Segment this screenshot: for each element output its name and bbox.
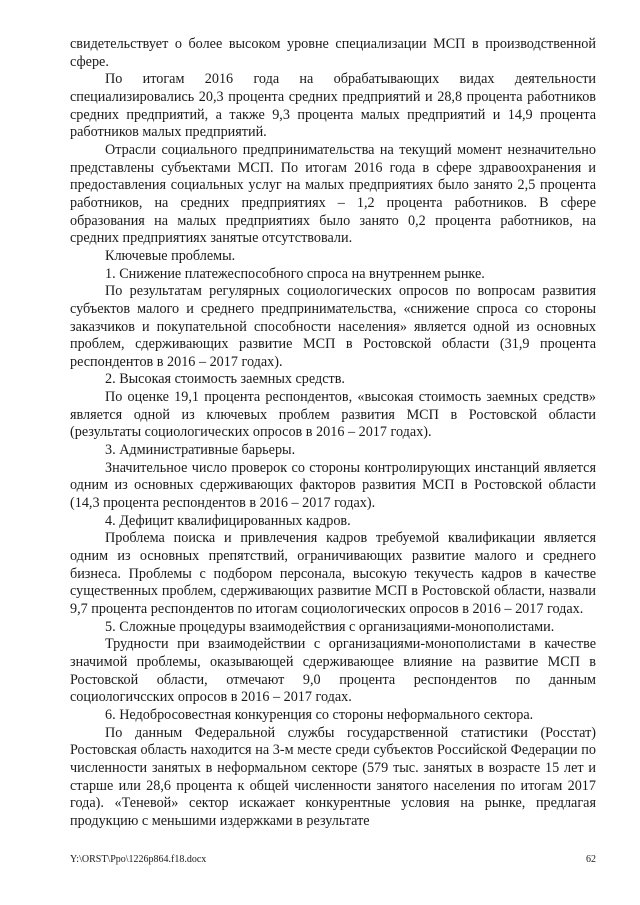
paragraph-social-entrepreneurship: Отрасли социального предпринимательства на текущий момент незначительно представлены субъектами МСП. По итогам 2016 года в сфере здравоохранения и предоставления социальных услуг на малых предприятиях было занято 2,5 процента работников, на средних предприятиях – 1,2 процента работников. В сфере образования на малых предприятиях было занято 0,2 процента работников, на средних предприятиях занятые отсутствовали.	[70, 141, 596, 247]
problem-text-2: По оценке 19,1 процента респондентов, «высокая стоимость заемных средств» является одной из ключевых проблем развития МСП в Ростовской области (результаты социологических опросов в 2016 – 2017 годах).	[70, 389, 596, 441]
problem-text-5: Трудности при взаимодействии с организациями-монополистами в качестве значимой проблемы, оказывающей сдерживающее влияние на развитие МСП в Ростовской области, отмечают 9,0 процента респондентов по данным социологичсских опросов в 2016 – 2017 годах.	[70, 636, 596, 706]
problem-text-3: Значительное число проверок со стороны контролирующих инстанций является одним из основных сдерживающих факторов развития МСП в Ростовской области (14,3 процента респондентов в 2016 – 2017 годах).	[70, 459, 596, 512]
problem-heading-4: 4. Дефицит квалифицированных кадров.	[105, 512, 351, 529]
footer-file-path: Y:\ORST\Ppo\1226p864.f18.docx	[70, 854, 207, 865]
problem-heading-3: 3. Административные барьеры.	[105, 442, 296, 459]
problem-heading-5: 5. Сложные процедуры взаимодействия с организациями-монополистами.	[105, 618, 555, 635]
paragraph-manufacturing-stats: По итогам 2016 года на обрабатывающих видах деятельности специализировались 20,3 процента средних предприятий и 28,8 процента работников средних предприятий, а также 9,3 процента малых предприятий и 14,9 процента работников малых предприятий.	[70, 71, 596, 141]
problem-heading-6: 6. Недобросовестная конкуренция со стороны неформального сектора.	[105, 706, 534, 723]
problem-text-4: Проблема поиска и привлечения кадров требуемой квалификации является одним из основных препятствий, ограничивающих развитие малого и среднего бизнеса. Проблемы с подбором персонала, высокую текучесть кадров в качестве существенных проблем, сдерживающих развитие МСП в Ростовской области, назвали 9,7 процента респондентов по итогам социологических опросов в 2016 – 2017 годах.	[70, 530, 596, 617]
document-body	[70, 36, 596, 831]
problem-heading-2: 2. Высокая стоимость заемных средств.	[105, 371, 345, 388]
paragraph-continuation: свидетельствует о более высоком уровне специализации МСП в производственной сфере.	[70, 36, 596, 70]
problem-text-1: По результатам регулярных социологических опросов по вопросам развития субъектов малого и среднего предпринимательства, «снижение спроса со стороны заказчиков и покупательной способности населения» является одной из основных проблем, сдерживающих развитие МСП в Ростовской области (31,9 процента респондентов в 2016 – 2017 годах).	[70, 283, 596, 370]
footer-page-number: 62	[586, 854, 596, 865]
heading-key-problems: Ключевые проблемы.	[105, 247, 236, 264]
problem-text-6: По данным Федеральной службы государственной статистики (Росстат) Ростовская область находится на 3-м месте среди субъектов Российской Федерации по численности занятых в неформальном секторе (579 тыс. занятых в возрасте 15 лет и старше или 28,6 процента к общей численности занятого населения по итогам 2017 года). «Теневой» сектор искажает конкурентные условия на рынке, предлагая продукцию с меньшими издержками в результате	[70, 724, 596, 829]
problem-heading-1: 1. Снижение платежеспособного спроса на внутреннем рынке.	[105, 265, 485, 282]
